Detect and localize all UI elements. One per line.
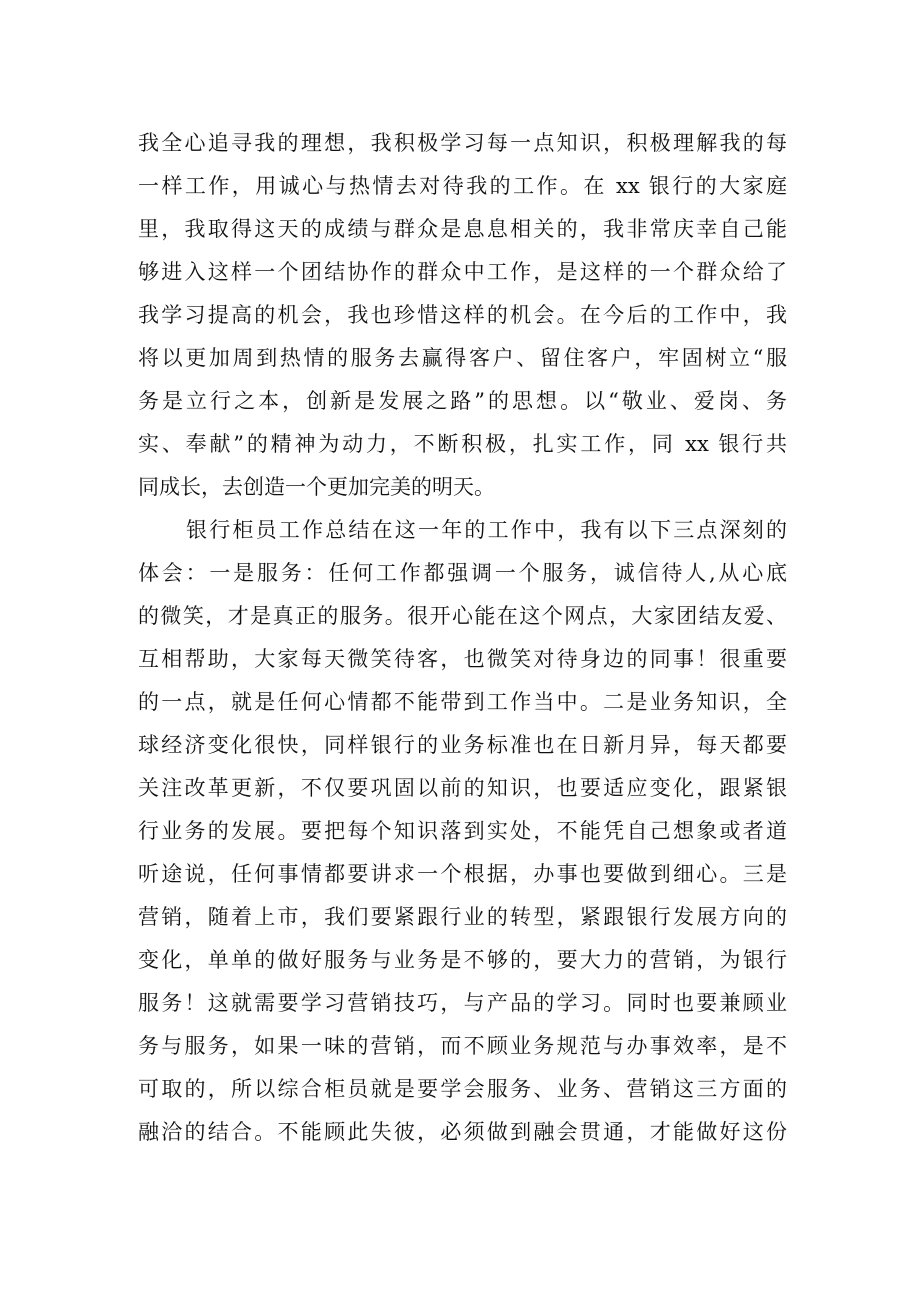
paragraph-1-line-6: 将以更加周到热情的服务去赢得客户、留住客户，牢固树立“服: [138, 346, 787, 370]
paragraph-2-line-5: 的一点，就是任何心情都不能带到工作当中。二是业务知识，全: [138, 690, 787, 714]
paragraph-2-line-11: 变化，单单的做好服务与业务是不够的，要大力的营销，为银行: [138, 948, 787, 972]
paragraph-2-line-7: 关注改革更新，不仅要巩固以前的知识，也要适应变化，跟紧银: [138, 776, 787, 800]
paragraph-1-line-9: 同成长，去创造一个更加完美的明天。: [138, 475, 495, 499]
paragraph-2-line-2: 体会：一是服务：任何工作都强调一个服务，诚信待人,从心底: [138, 561, 787, 585]
paragraph-2-line-3: 的微笑，才是真正的服务。很开心能在这个网点，大家团结友爱、: [138, 604, 787, 628]
paragraph-2-line-8: 行业务的发展。要把每个知识落到实处，不能凭自己想象或者道: [138, 819, 787, 843]
paragraph-1-line-4: 够进入这样一个团结协作的群众中工作，是这样的一个群众给了: [138, 260, 787, 284]
paragraph-1-line-3: 里，我取得这天的成绩与群众是息息相关的，我非常庆幸自己能: [138, 217, 787, 241]
paragraph-2-line-13: 务与服务，如果一味的营销，而不顾业务规范与办事效率，是不: [138, 1034, 787, 1058]
paragraph-1-line-8: 实、奉献”的精神为动力，不断积极，扎实工作，同 xx 银行共: [138, 432, 787, 456]
paragraph-2-line-1: 银行柜员工作总结在这一年的工作中，我有以下三点深刻的: [186, 518, 787, 542]
paragraph-2-line-6: 球经济变化很快，同样银行的业务标准也在日新月异，每天都要: [138, 733, 787, 757]
paragraph-2-line-10: 营销，随着上市，我们要紧跟行业的转型，紧跟银行发展方向的: [138, 905, 787, 929]
paragraph-1-line-1: 我全心追寻我的理想，我积极学习每一点知识，积极理解我的每: [138, 131, 787, 155]
paragraph-1-line-7: 务是立行之本，创新是发展之路”的思想。以“敬业、爱岗、务: [138, 389, 787, 413]
paragraph-2-line-15: 融洽的结合。不能顾此失彼，必须做到融会贯通，才能做好这份: [138, 1120, 787, 1144]
paragraph-2-line-4: 互相帮助，大家每天微笑待客，也微笑对待身边的同事！很重要: [138, 647, 787, 671]
paragraph-2-line-12: 服务！这就需要学习营销技巧，与产品的学习。同时也要兼顾业: [138, 991, 787, 1015]
paragraph-2-line-14: 可取的，所以综合柜员就是要学会服务、业务、营销这三方面的: [138, 1077, 787, 1101]
paragraph-1-line-2: 一样工作，用诚心与热情去对待我的工作。在 xx 银行的大家庭: [138, 174, 787, 198]
paragraph-1-line-5: 我学习提高的机会，我也珍惜这样的机会。在今后的工作中，我: [138, 303, 787, 327]
paragraph-2-line-9: 听途说，任何事情都要讲求一个根据，办事也要做到细心。三是: [138, 862, 787, 886]
